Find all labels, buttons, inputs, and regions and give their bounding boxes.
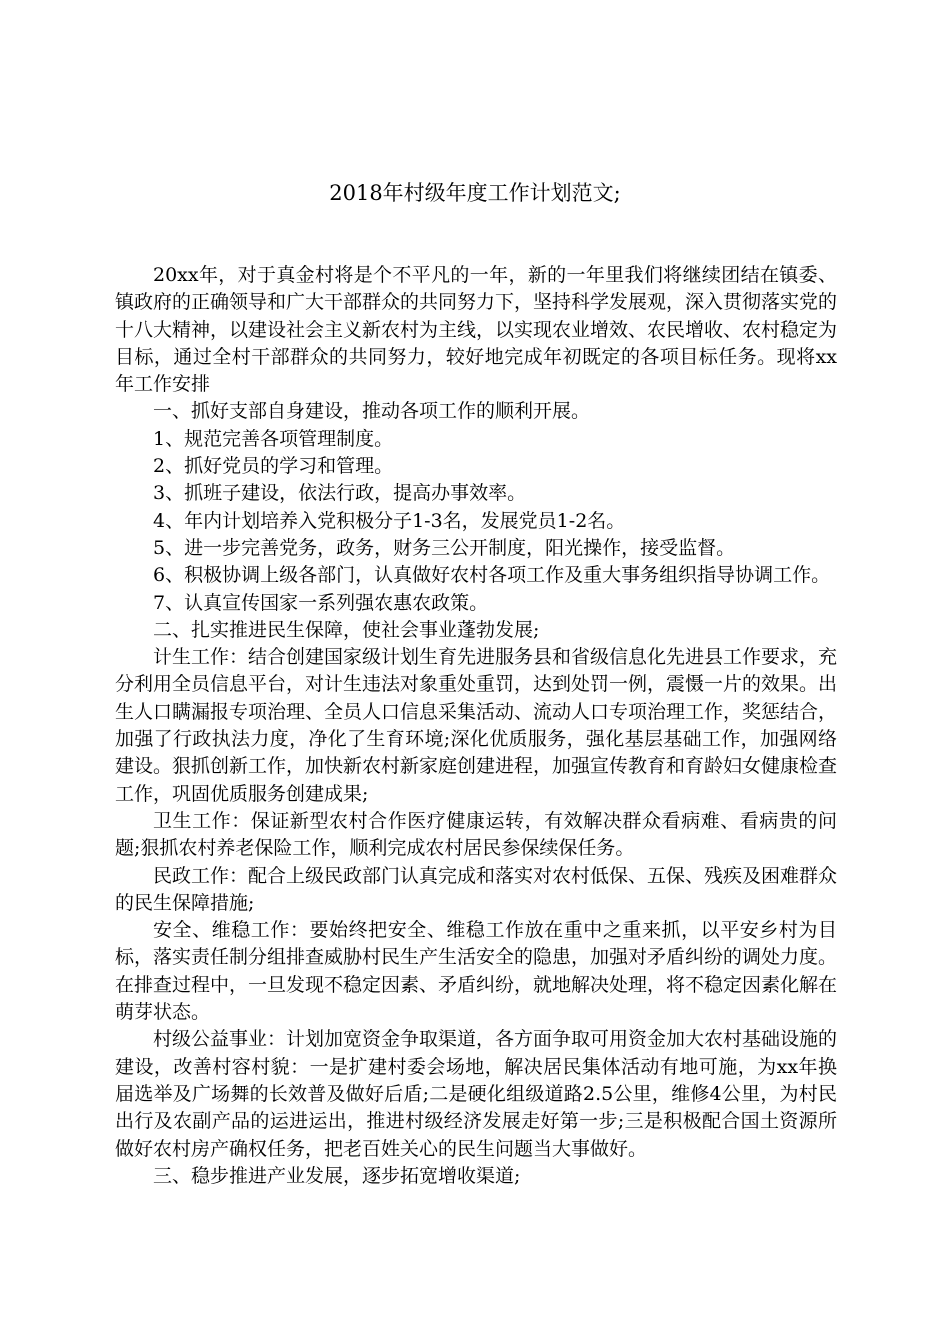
paragraph-intro: 20xx年，对于真金村将是个不平凡的一年，新的一年里我们将继续团结在镇委、镇政府的正确领导和广大干部群众的共同努力下，坚持科学发展观，深入贯彻落实党的十八大精神，以建设社会主义新农村为主线，以实现农业增效、农民增收、农村稳定为目标，通过全村干部群众的共同努力，较好地完成年初既定的各项目标任务。现将xx年工作安排	[115, 264, 838, 396]
paragraph-civil-affairs: 民政工作：配合上级民政部门认真完成和落实对农村低保、五保、残疾及困难群众的民生保障措施;	[115, 864, 838, 914]
list-item: 1、规范完善各项管理制度。	[153, 427, 394, 450]
list-item: 5、进一步完善党务，政务，财务三公开制度，阳光操作，接受监督。	[153, 536, 736, 559]
section-heading-3: 三、稳步推进产业发展，逐步拓宽增收渠道;	[153, 1164, 521, 1187]
document-title: 2018年村级年度工作计划范文;	[329, 181, 621, 205]
list-item: 3、抓班子建设，依法行政，提高办事效率。	[153, 482, 527, 505]
list-item: 2、抓好党员的学习和管理。	[153, 455, 394, 478]
paragraph-safety: 安全、维稳工作：要始终把安全、维稳工作放在重中之重来抓，以平安乡村为目标，落实责任制分组排查威胁村民生产生活安全的隐患，加强对矛盾纠纷的调处力度。在排查过程中，一旦发现不稳定因素、矛盾纠纷，就地解决处理，将不稳定因素化解在萌芽状态。	[115, 919, 838, 1024]
list-item: 6、积极协调上级各部门，认真做好农村各项工作及重大事务组织指导协调工作。	[153, 564, 831, 587]
paragraph-family-planning: 计生工作：结合创建国家级计划生育先进服务县和省级信息化先进县工作要求，充分利用全员信息平台，对计生违法对象重处重罚，达到处罚一例，震慑一片的效果。出生人口瞒漏报专项治理、全员人口信息采集活动、流动人口专项治理工作，奖惩结合，加强了行政执法力度，净化了生育环境;深化优质服务，强化基层基础工作，加强网络建设。狠抓创新工作，加快新农村新家庭创建进程，加强宣传教育和育龄妇女健康检查工作，巩固优质服务创建成果;	[115, 646, 838, 805]
list-item: 7、认真宣传国家一系列强农惠农政策。	[153, 591, 489, 614]
section-heading-2: 二、扎实推进民生保障，使社会事业蓬勃发展;	[153, 618, 540, 641]
section-heading-1: 一、抓好支部自身建设，推动各项工作的顺利开展。	[153, 400, 591, 423]
paragraph-health: 卫生工作：保证新型农村合作医疗健康运转，有效解决群众看病难、看病贵的问题;狠抓农村养老保险工作，顺利完成农村居民参保续保任务。	[115, 809, 837, 860]
paragraph-public-welfare: 村级公益事业：计划加宽资金争取渠道，各方面争取可用资金加大农村基础设施的建设，改善村容村貌：一是扩建村委会场地，解决居民集体活动有地可施，为xx年换届选举及广场舞的长效普及做好后盾;二是硬化组级道路2.5公里，维修4公里，为村民出行及农副产品的运进运出，推进村级经济发展走好第一步;三是积极配合国土资源所做好农村房产确权任务，把老百姓关心的民生问题当大事做好。	[115, 1028, 838, 1160]
list-item: 4、年内计划培养入党积极分子1-3名，发展党员1-2名。	[153, 509, 626, 532]
document-body	[115, 262, 837, 1190]
